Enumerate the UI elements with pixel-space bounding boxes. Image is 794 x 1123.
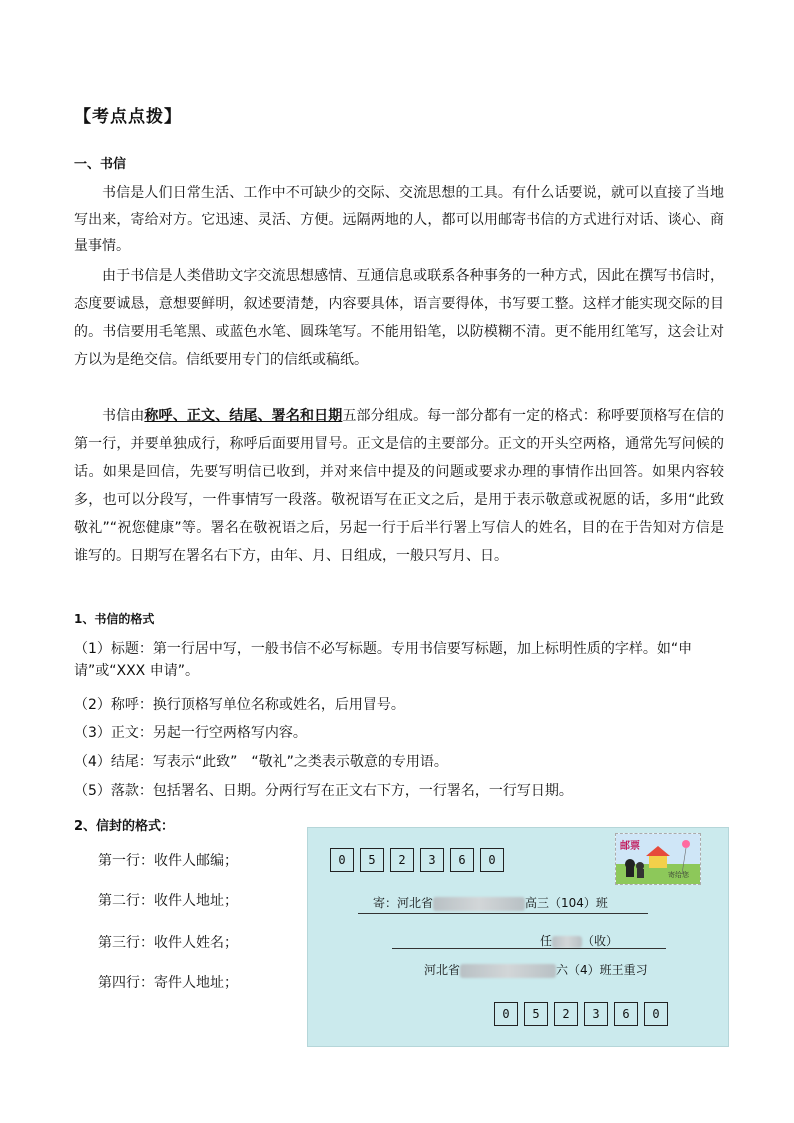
zip-digit: 6 bbox=[614, 1002, 638, 1026]
list-item-salutation: （2）称呼：换行顶格写单位名称或姓名，后用冒号。 bbox=[74, 697, 405, 713]
sender-address bbox=[424, 961, 648, 978]
heading-letter-format: 1、书信的格式 bbox=[74, 612, 155, 626]
name-suffix: （收） bbox=[582, 934, 619, 948]
para3-prefix: 书信由 bbox=[102, 408, 145, 424]
envelope-row-label: 第三行：收件人姓名； bbox=[98, 935, 238, 951]
recipient-name bbox=[540, 932, 618, 949]
stamp-caption: 寄给您 bbox=[668, 871, 689, 879]
zip-digit: 0 bbox=[494, 1002, 518, 1026]
sender-suffix: 六（4）班王重习 bbox=[556, 963, 648, 977]
para3-bold-parts: 称呼、正文、结尾、署名和日期 bbox=[144, 408, 343, 424]
envelope-row-label: 第四行：寄件人地址； bbox=[98, 975, 238, 991]
heading-letters: 一、书信 bbox=[74, 157, 127, 172]
envelope-row-label: 第二行：收件人地址； bbox=[98, 893, 238, 909]
envelope-row-label: 第一行：收件人邮编； bbox=[98, 853, 238, 869]
name-underline bbox=[392, 948, 666, 949]
section-title: 【考点点拨】 bbox=[74, 107, 182, 127]
list-item-closing: （4）结尾：写表示“此致” “敬礼”之类表示敬意的专用语。 bbox=[74, 754, 448, 770]
recipient-zip-boxes bbox=[330, 848, 504, 872]
paragraph-attitude: 由于书信是人类借助文字交流思想感情、互通信息或联系各种事务的一种方式，因此在撰写书信时，态度要诚恳，意想要鲜明，叙述要清楚，内容要具体，语言要得体，书写要工整。这样才能实现交际的目的。书信要用毛笔黑、或蓝色水笔、圆珠笔写。不能用铅笔，以防模糊不清。更不能用红笔写，这会让对方以为是绝交信。信纸要用专门的信纸或稿纸。 bbox=[74, 268, 724, 368]
list-item-title: （1）标题：第一行居中写，一般书信不必写标题。专用书信要写标题，加上标明性质的字样。如“申请”或“XXX 申请”。 bbox=[74, 641, 693, 679]
zip-digit: 5 bbox=[360, 848, 384, 872]
name-prefix: 任 bbox=[540, 934, 553, 948]
redacted-text bbox=[460, 964, 556, 978]
zip-digit: 3 bbox=[584, 1002, 608, 1026]
stamp-icon bbox=[615, 833, 701, 885]
envelope-image bbox=[307, 827, 729, 1047]
recipient-address bbox=[373, 894, 608, 911]
zip-digit: 5 bbox=[524, 1002, 548, 1026]
zip-digit: 0 bbox=[644, 1002, 668, 1026]
address-suffix: 高三（104）班 bbox=[525, 896, 608, 910]
sender-prefix: 河北省 bbox=[424, 963, 461, 977]
zip-digit: 2 bbox=[390, 848, 414, 872]
paragraph-structure bbox=[74, 402, 724, 570]
list-item-body: （3）正文：另起一行空两格写内容。 bbox=[74, 725, 307, 741]
zip-digit: 2 bbox=[554, 1002, 578, 1026]
zip-digit: 0 bbox=[480, 848, 504, 872]
address-underline bbox=[358, 913, 648, 914]
heading-envelope-format: 2、信封的格式： bbox=[74, 819, 175, 834]
redacted-text bbox=[552, 936, 582, 948]
paragraph-intro: 书信是人们日常生活、工作中不可缺少的交际、交流思想的工具。有什么话要说，就可以直接了当地写出来，寄给对方。它迅速、灵活、方便。远隔两地的人，都可以用邮寄书信的方式进行对话、谈心、商量事情。 bbox=[74, 185, 724, 254]
address-prefix: 寄：河北省 bbox=[373, 896, 434, 910]
zip-digit: 0 bbox=[330, 848, 354, 872]
stamp-text: 邮票 bbox=[620, 841, 640, 852]
para3-rest: 五部分组成。每一部分都有一定的格式：称呼要顶格写在信的第一行，并要单独成行，称呼后面要用冒号。正文是信的主要部分。正文的开头空两格，通常先写问候的话。如果是回信，先要写明信已收到，并对来信中提及的问题或要求办理的事情作出回答。如果内容较多，也可以分段写，一件事情写一段落。敬祝语写在正文之后，是用于表示敬意或祝愿的话，多用“此致敬礼”“祝您健康”等。署名在敬祝语之后，另起一行于后半行署上写信人的姓名，目的在于告知对方信是谁写的。日期写在署名右下方，由年、月、日组成，一般只写月、日。 bbox=[74, 408, 725, 564]
list-item-signature: （5）落款：包括署名、日期。分两行写在正文右下方，一行署名，一行写日期。 bbox=[74, 783, 573, 799]
zip-digit: 3 bbox=[420, 848, 444, 872]
sender-zip-boxes bbox=[494, 1002, 668, 1026]
zip-digit: 6 bbox=[450, 848, 474, 872]
redacted-text bbox=[433, 897, 525, 911]
